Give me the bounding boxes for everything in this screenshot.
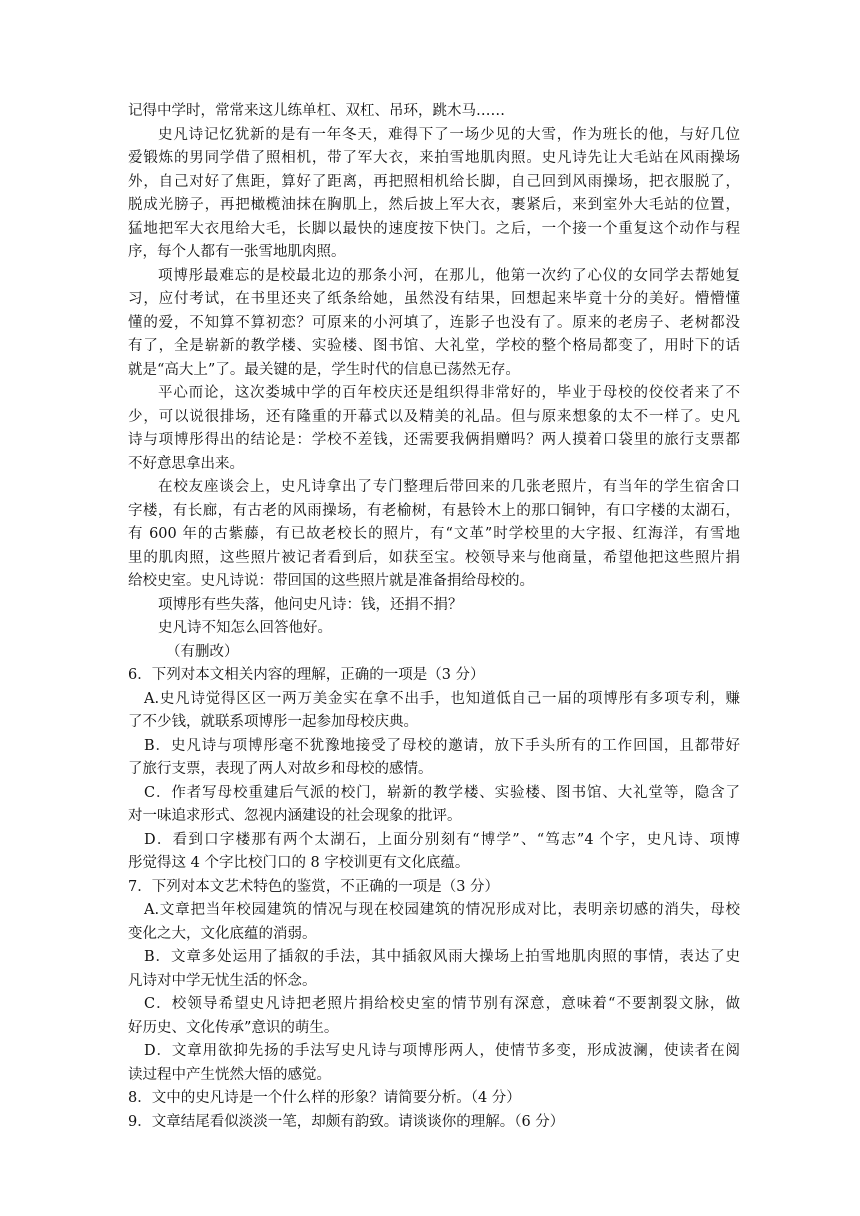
text-line: 读过程中产生恍然大悟的感觉。 <box>128 1066 331 1083</box>
text-line: B．史凡诗与项博彤毫不犹豫地接受了母校的邀请，放下手头所有的工作回国，且都带好 <box>144 737 740 754</box>
text-line: 里的肌肉照，这些照片被记者看到后，如获至宝。校领导来与他商量，希望他把这些照片捐 <box>128 549 740 566</box>
text-line: 猛地把军大衣甩给大毛，长脚以最快的速度按下快门。之后，一个接一个重复这个动作与程 <box>128 220 740 237</box>
text-line: 少，可以说很排场，还有隆重的开幕式以及精美的礼品。但与原来想象的太不一样了。史凡 <box>128 408 740 425</box>
text-line: 就是“高大上”了。最关键的是，学生时代的信息已荡然无存。 <box>128 361 520 378</box>
text-line: 史凡诗记忆犹新的是有一年冬天，难得下了一场少见的大雪，作为班长的他，与好几位 <box>158 126 740 143</box>
text-line: A.文章把当年校园建筑的情况与现在校园建筑的情况形成对比，表明亲切感的消失，母校 <box>144 902 740 918</box>
text-line: 了旅行支票，表现了两人对故乡和母校的感情。 <box>128 761 433 777</box>
text-line: 史凡诗不知怎么回答他好。 <box>158 620 332 636</box>
text-line: 6．下列对本文相关内容的理解，正确的一项是（3 分） <box>128 667 485 683</box>
text-line: D．文章用欲抑先扬的手法写史凡诗与项博彤两人，使情节多变，形成波澜，使读者在阅 <box>144 1043 740 1059</box>
text-line: 给校史室。史凡诗说：带回国的这些照片就是准备捐给母校的。 <box>128 573 534 589</box>
text-line: C．作者写母校重建后气派的校门，崭新的教学楼、实验楼、图书馆、大礼堂等，隐含了 <box>144 784 740 801</box>
document-page <box>128 100 740 1134</box>
text-line: 项博彤最难忘的是校最北边的那条小河，在那儿，他第一次约了心仪的女同学去帮她复 <box>158 267 740 284</box>
text-line: 诗与项博彤得出的结论是：学校不差钱，还需要我俩捐赠吗？两人摸着口袋里的旅行支票都 <box>128 432 740 448</box>
text-line: B．文章多处运用了插叙的手法，其中插叙风雨大操场上拍雪地肌肉照的事情，表达了史 <box>144 949 740 965</box>
text-line: D．看到口字楼那有两个太湖石，上面分别刻有“博学”、“笃志”4 个字，史凡诗、项博 <box>144 831 740 848</box>
text-line: 爱锻炼的男同学借了照相机，带了军大衣，来拍雪地肌肉照。史凡诗先让大毛站在风雨操场 <box>128 150 740 166</box>
text-line: 好历史、文化传承”意识的萌生。 <box>128 1019 339 1036</box>
text-line: 懂的爱，不知算不算初恋？可原来的小河填了，连影子也没有了。原来的老房子、老树都没 <box>128 314 740 331</box>
text-line: 有了，全是崭新的教学楼、实验楼、图书馆、大礼堂，学校的整个格局都变了，用时下的话 <box>128 338 740 354</box>
text-line: 字楼，有长廊，有古老的风雨操场，有老榆树，有悬铃木上的那口铜钟，有口字楼的太湖石， <box>128 502 740 519</box>
text-line: 7．下列对本文艺术特色的鉴赏，不正确的一项是（3 分） <box>128 878 500 895</box>
text-line: 项博彤有些失落，他问史凡诗：钱，还捐不捐？ <box>158 596 463 613</box>
text-line: 在校友座谈会上，史凡诗拿出了专门整理后带回来的几张老照片，有当年的学生宿舍口 <box>158 479 740 495</box>
text-line: 8．文中的史凡诗是一个什么样的形象？请简要分析。（4 分） <box>128 1090 521 1106</box>
text-line: 9．文章结尾看似淡淡一笔，却颇有韵致。请谈谈你的理解。（6 分） <box>128 1113 565 1130</box>
text-line: 对一味追求形式、忽视内涵建设的社会现象的批评。 <box>128 808 462 824</box>
text-line: （有删改） <box>166 643 239 660</box>
text-line: 外，自己对好了焦距，算好了距离，再把照相机给长脚，自己回到风雨操场，把衣服脱了， <box>128 173 740 190</box>
text-line: 习，应付考试，在书里还夹了纸条给她，虽然没有结果，回想起来毕竟十分的美好。懵懵懂 <box>128 291 740 307</box>
text-line: A.史凡诗觉得区区一两万美金实在拿不出手，也知道低自己一届的项博彤有多项专利，赚 <box>144 690 740 707</box>
text-line: C．校领导希望史凡诗把老照片捐给校史室的情节别有深意，意味着“不要割裂文脉，做 <box>144 996 740 1012</box>
text-line: 有 600 年的古紫藤，有已故老校长的照片，有“文革”时学校里的大字报、红海洋，有雪地 <box>128 526 740 542</box>
text-line: 了不少钱，就联系项博彤一起参加母校庆典。 <box>128 714 418 730</box>
text-line: 序，每个人都有一张雪地肌肉照。 <box>128 244 346 260</box>
text-line: 凡诗对中学无忧生活的怀念。 <box>128 972 317 989</box>
text-line: 彤觉得这 4 个字比校门口的 8 字校训更有文化底蕴。 <box>128 855 470 871</box>
text-line: 脱成光膀子，再把橄榄油抹在胸肌上，然后披上军大衣，裹紧后，来到室外大毛站的位置， <box>128 197 740 213</box>
text-line: 记得中学时，常常来这儿练单杠、双杠、吊环，跳木马…… <box>128 103 505 119</box>
text-line: 平心而论，这次娄城中学的百年校庆还是组织得非常好的，毕业于母校的佼佼者来了不 <box>158 385 740 401</box>
text-line: 变化之大，文化底蕴的消弱。 <box>128 925 317 942</box>
text-line: 不好意思拿出来。 <box>128 455 244 472</box>
